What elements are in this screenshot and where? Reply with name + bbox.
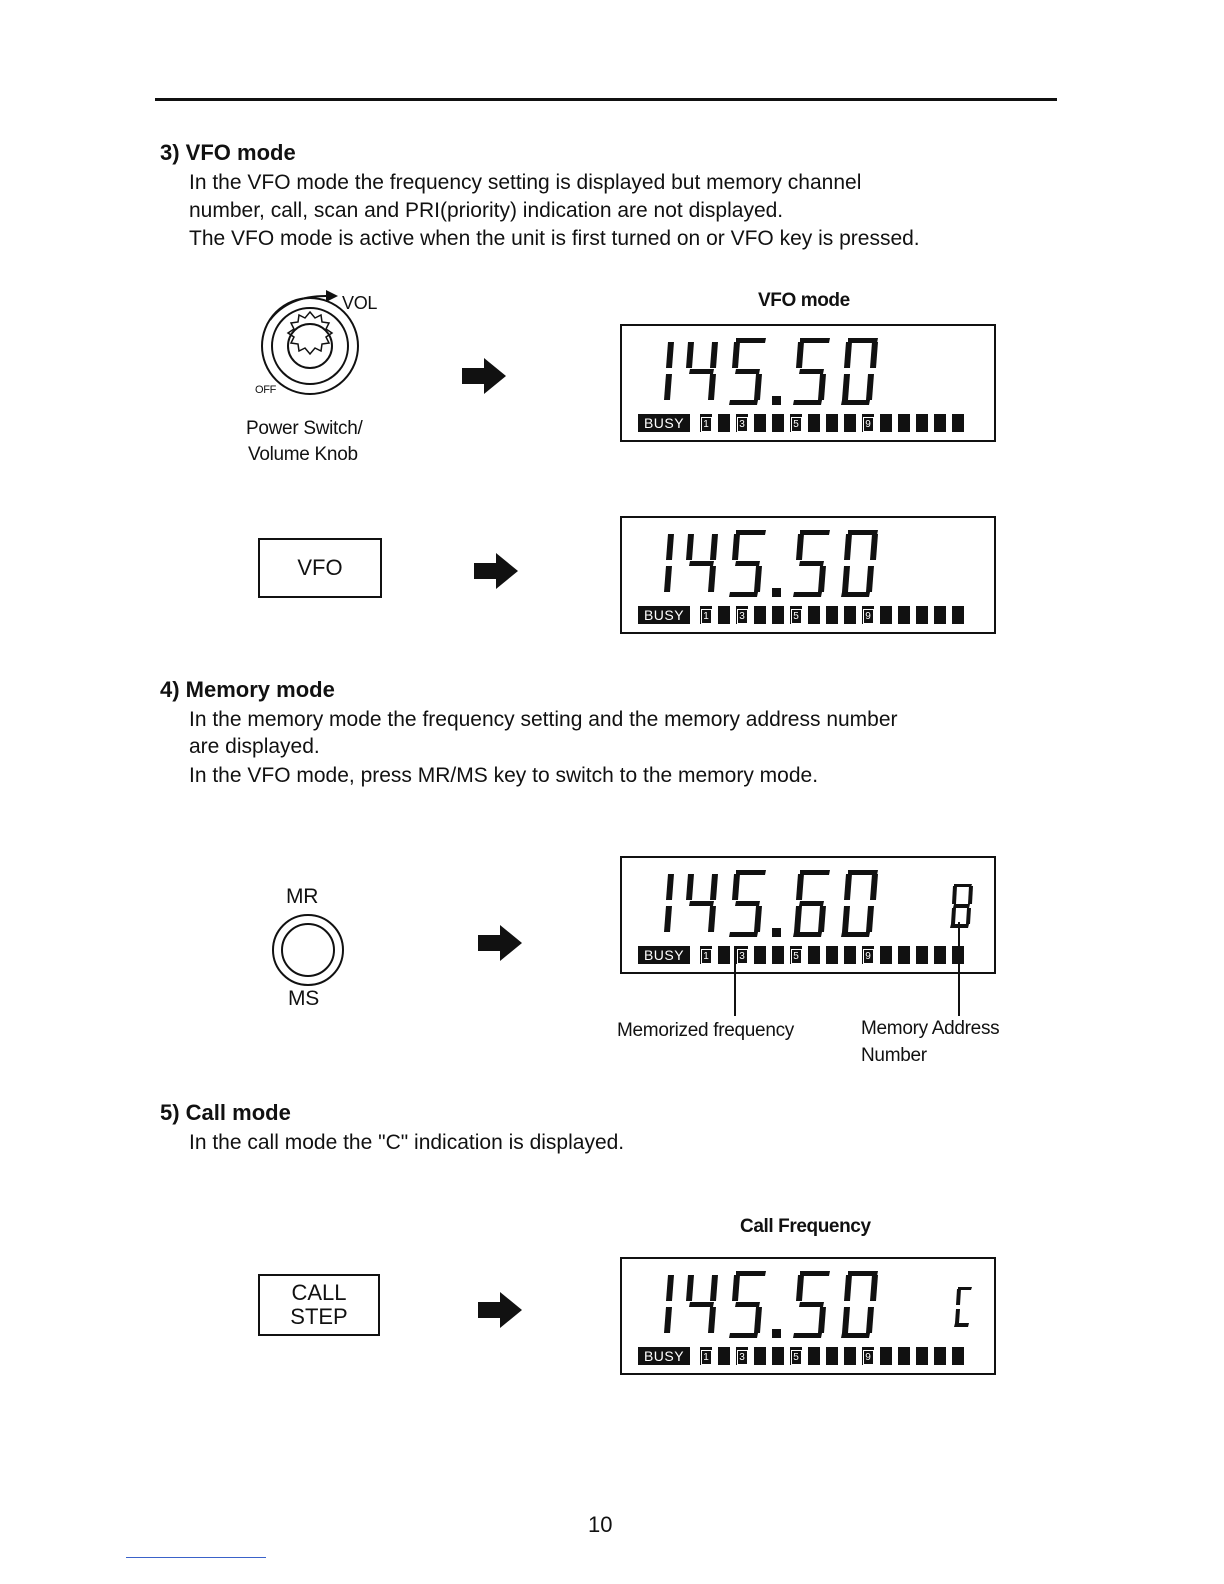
channel-marker: 5 (790, 1347, 802, 1365)
segment-bar (916, 414, 928, 432)
display-caption-vfo: VFO mode (758, 290, 850, 311)
segment-bar (880, 414, 892, 432)
segment-bar (898, 606, 910, 624)
segment-bar (754, 1347, 766, 1365)
leader-line (734, 946, 736, 1016)
channel-marker: 9 (862, 946, 874, 964)
right-arrow-icon (462, 358, 506, 394)
segment-bar (898, 1347, 910, 1365)
channel-marker: 5 (790, 606, 802, 624)
step-key-label: STEP (290, 1304, 348, 1329)
call-step-key-button[interactable] (258, 1274, 380, 1336)
segment-bar (772, 606, 784, 624)
channel-marker: 9 (862, 414, 874, 432)
lcd-display-memory (620, 856, 996, 974)
knob-off-label: OFF (255, 384, 277, 396)
lcd-display-vfo-key (620, 516, 996, 634)
channel-marker: 9 (862, 1347, 874, 1365)
segment-bar (934, 414, 946, 432)
channel-marker: 9 (862, 606, 874, 624)
segment-bar (898, 414, 910, 432)
vfo-key-button[interactable] (258, 538, 382, 598)
segment-bar (934, 1347, 946, 1365)
memory-channel-digit (948, 884, 974, 928)
paragraph-line: The VFO mode is active when the unit is first turned on or VFO key is pressed. (189, 227, 920, 250)
page-number: 10 (588, 1512, 613, 1537)
segment-bar (772, 1347, 784, 1365)
frequency-readout (658, 1271, 898, 1341)
segment-bar (718, 946, 730, 964)
segment-bar (718, 606, 730, 624)
segment-bar (952, 414, 964, 432)
top-rule (155, 98, 1057, 101)
knob-caption-line: Volume Knob (248, 444, 358, 465)
busy-indicator: BUSY (638, 414, 690, 432)
right-arrow-icon (478, 1292, 522, 1328)
segment-bar (826, 414, 838, 432)
section-heading-call-mode: 5) Call mode (160, 1100, 291, 1125)
segment-bar (808, 1347, 820, 1365)
segment-bar (718, 414, 730, 432)
vfo-key-label: VFO (297, 555, 343, 580)
right-arrow-icon (474, 553, 518, 589)
segment-bar (934, 606, 946, 624)
segment-bar (826, 1347, 838, 1365)
memory-address-label: Number (861, 1045, 927, 1066)
call-key-label: CALL (291, 1280, 347, 1305)
knob-caption-line: Power Switch/ (246, 418, 363, 439)
channel-marker: 3 (736, 1347, 748, 1365)
round-key-icon (270, 912, 346, 988)
busy-indicator: BUSY (638, 946, 690, 964)
channel-marker: 1 (700, 414, 712, 432)
channel-marker: 1 (700, 946, 712, 964)
segment-bar (772, 414, 784, 432)
display-caption-call: Call Frequency (740, 1216, 871, 1237)
lcd-status-strip (638, 414, 978, 432)
section-heading-vfo-mode: 3) VFO mode (160, 140, 296, 165)
channel-marker: 3 (736, 414, 748, 432)
segment-bar (952, 1347, 964, 1365)
call-indicator-c (952, 1287, 974, 1327)
lcd-status-strip (638, 606, 978, 624)
segment-bar (880, 946, 892, 964)
segment-bar (826, 606, 838, 624)
segment-bar (952, 606, 964, 624)
segment-bar (808, 414, 820, 432)
right-arrow-icon (478, 925, 522, 961)
busy-indicator: BUSY (638, 1347, 690, 1365)
segment-bar (844, 1347, 856, 1365)
section-heading-memory-mode: 4) Memory mode (160, 677, 335, 702)
channel-marker: 5 (790, 946, 802, 964)
ms-key-label: MS (288, 987, 319, 1010)
segment-bar (916, 606, 928, 624)
memory-address-label: Memory Address (861, 1018, 1000, 1039)
frequency-readout (658, 870, 898, 940)
lcd-display-vfo-power (620, 324, 996, 442)
segment-bar (916, 1347, 928, 1365)
frequency-readout (658, 338, 898, 408)
segment-bar (808, 946, 820, 964)
knob-vol-label: VOL (342, 293, 378, 313)
frequency-readout (658, 530, 898, 600)
segment-bar (826, 946, 838, 964)
segment-bar (880, 1347, 892, 1365)
paragraph-line: In the memory mode the frequency setting and the memory address number (189, 708, 898, 731)
paragraph-line: are displayed. (189, 735, 320, 758)
channel-marker: 3 (736, 606, 748, 624)
leader-line (958, 922, 960, 1016)
segment-bar (916, 946, 928, 964)
segment-bar (898, 946, 910, 964)
paragraph-line: In the call mode the "C" indication is displayed. (189, 1131, 625, 1154)
mr-ms-key-button[interactable] (270, 912, 346, 988)
segment-bar (718, 1347, 730, 1365)
paragraph-line: In the VFO mode the frequency setting is displayed but memory channel (189, 171, 862, 194)
segment-bar (934, 946, 946, 964)
segment-bar (754, 606, 766, 624)
busy-indicator: BUSY (638, 606, 690, 624)
footer-line (126, 1557, 266, 1558)
channel-marker: 5 (790, 414, 802, 432)
segment-bar (808, 606, 820, 624)
channel-marker: 1 (700, 606, 712, 624)
segment-bar (754, 946, 766, 964)
segment-bar (844, 946, 856, 964)
memorized-frequency-label: Memorized frequency (617, 1020, 794, 1041)
lcd-display-call (620, 1257, 996, 1375)
channel-marker: 1 (700, 1347, 712, 1365)
lcd-status-strip (638, 1347, 978, 1365)
lcd-status-strip (638, 946, 978, 964)
segment-bar (880, 606, 892, 624)
segment-bar (844, 606, 856, 624)
segment-bar (844, 414, 856, 432)
mr-key-label: MR (286, 885, 319, 908)
segment-bar (772, 946, 784, 964)
segment-bar (754, 414, 766, 432)
paragraph-line: In the VFO mode, press MR/MS key to switch to the memory mode. (189, 764, 819, 787)
paragraph-line: number, call, scan and PRI(priority) indication are not displayed. (189, 199, 784, 222)
channel-marker: 3 (736, 946, 748, 964)
